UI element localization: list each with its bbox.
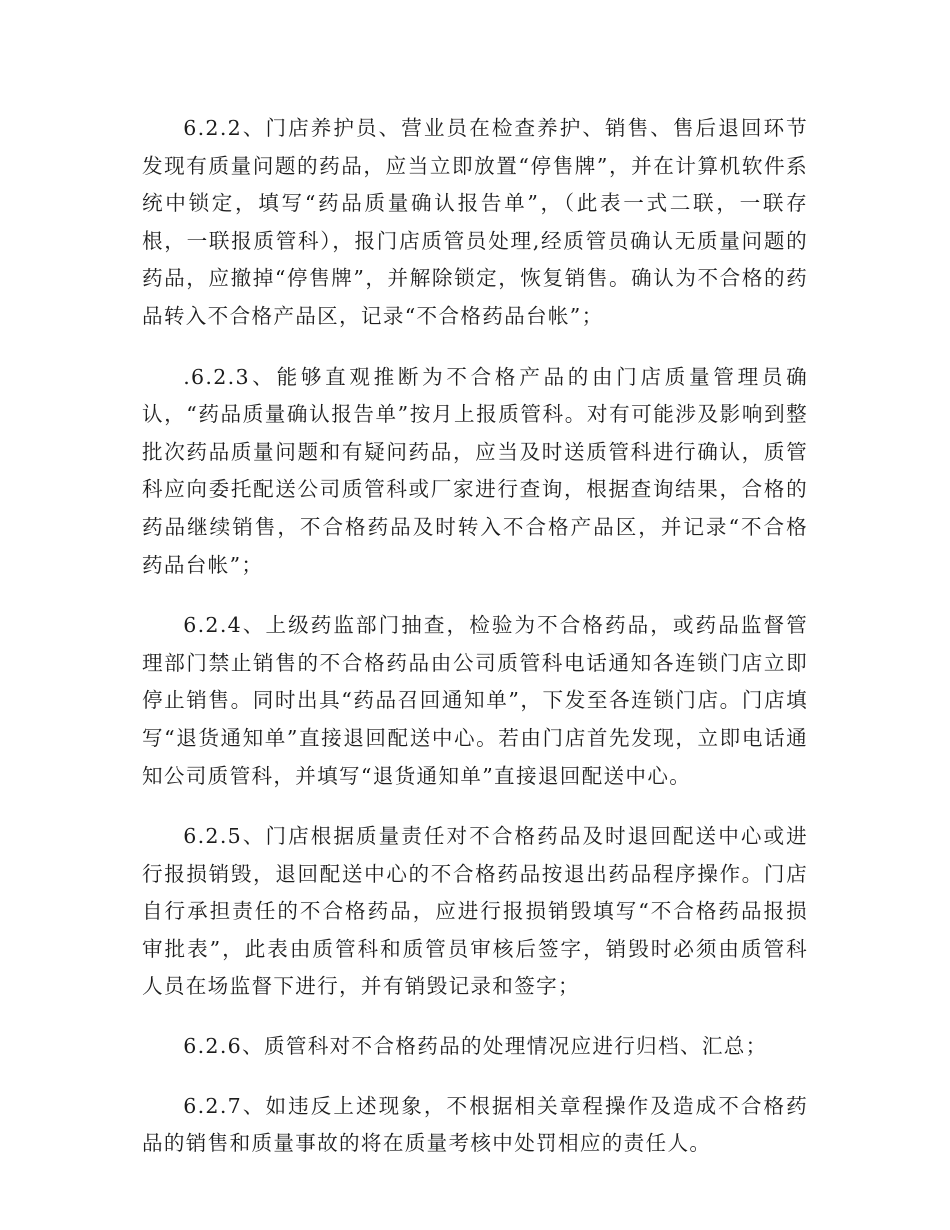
paragraph-6-2-3: .6.2.3、能够直观推断为不合格产品的由门店质量管理员确认，“药品质量确认报告单”按月上报质管科。对有可能涉及影响到整批次药品质量问题和有疑问药品，应当及时送质管科进行确认，质管科应向委托配送公司质管科或厂家进行查询，根据查询结果，合格的药品继续销售，不合格药品及时转入不合格产品区，并记录“不合格药品台帐”； — [142, 364, 808, 577]
paragraph-6-2-7: 6.2.7、如违反上述现象，不根据相关章程操作及造成不合格药品的销售和质量事故的将在质量考核中处罚相应的责任人。 — [142, 1093, 808, 1156]
paragraph-6-2-6: 6.2.6、质管科对不合格药品的处理情况应进行归档、汇总； — [183, 1034, 768, 1059]
document-page — [142, 110, 808, 1163]
paragraph-6-2-2: 6.2.2、门店养护员、营业员在检查养护、销售、售后退回环节发现有质量问题的药品，应当立即放置“停售牌”，并在计算机软件系统中锁定，填写“药品质量确认报告单”，（此表一式二联，一联存根，一联报质管科），报门店质管员处理,经质管员确认无质量问题的药品，应撤掉“停售牌”，并解除锁定，恢复销售。确认为不合格的药品转入不合格产品区，记录“不合格药品台帐”； — [142, 116, 808, 328]
paragraph-6-2-4: 6.2.4、上级药监部门抽查，检验为不合格药品，或药品监督管理部门禁止销售的不合格药品由公司质管科电话通知各连锁门店立即停止销售。同时出具“药品召回通知单”，下发至各连锁门店。门店填写“退货通知单”直接退回配送中心。若由门店首先发现，立即电话通知公司质管科，并填写“退货通知单”直接退回配送中心。 — [142, 613, 808, 788]
paragraph-6-2-5: 6.2.5、门店根据质量责任对不合格药品及时退回配送中心或进行报损销毁，退回配送中心的不合格药品按退出药品程序操作。门店自行承担责任的不合格药品，应进行报损销毁填写“不合格药品报损审批表”，此表由质管科和质管员审核后签字，销毁时必须由质管科人员在场监督下进行，并有销毁记录和签字； — [142, 824, 808, 999]
